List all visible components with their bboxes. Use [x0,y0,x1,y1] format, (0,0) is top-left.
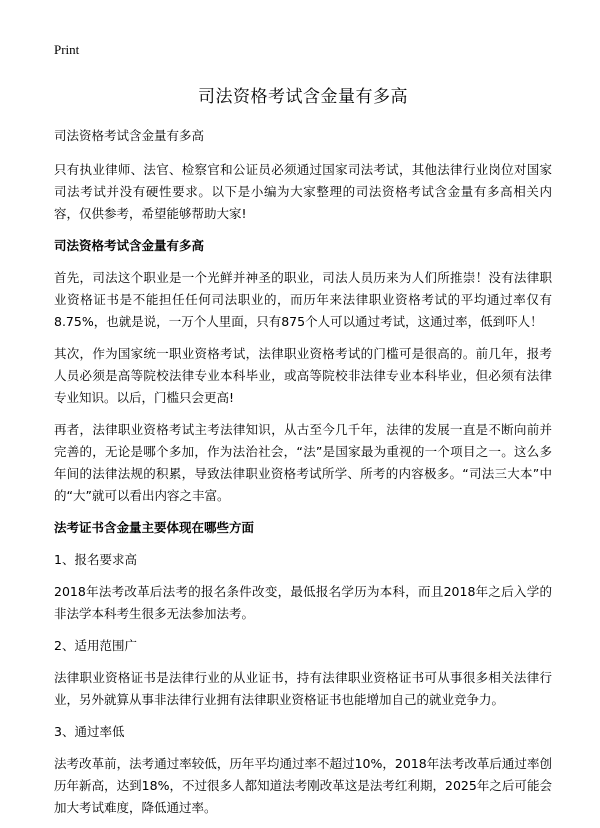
body-paragraph: 首先，司法这个职业是一个光鲜并神圣的职业，司法人员历来为人们所推崇！没有法律职业资格证书是不能担任任何司法职业的，而历年来法律职业资格考试的平均通过率仅有8.75%，也就是说，一万个人里面，只有875个人可以通过考试，这通过率，低到吓人！ [54,270,552,329]
item-heading: 3、通过率低 [54,724,125,739]
body-paragraph: 其次，作为国家统一职业资格考试，法律职业资格考试的门槛可是很高的。前几年，报考人员必须是高等院校法律专业本科毕业，或高等院校非法律专业本科毕业，但必须有法律专业知识。以后，门槛只会更高! [54,346,552,405]
intro-paragraph: 只有执业律师、法官、检察官和公证员必须通过国家司法考试，其他法律行业岗位对国家司法考试并没有硬性要求。以下是小编为大家整理的司法资格考试含金量有多高相关内容，仅供参考，希望能够帮助大家! [54,162,552,221]
page-title: 司法资格考试含金量有多高 [198,87,408,107]
section-heading-2: 法考证书含金量主要体现在哪些方面 [54,520,255,535]
body-paragraph: 再者，法律职业资格考试主考法律知识，从古至今几千年，法律的发展一直是不断向前并完善的，无论是哪个多加，作为法治社会，“法”是国家最为重视的一个项目之一。这么多年间的法律法规的积累，导致法律职业资格考试所学、所考的内容极多。“司法三大本”中的“大”就可以看出内容之丰富。 [54,422,552,503]
item-heading: 1、报名要求高 [54,552,137,567]
item-text: 法律职业资格证书是法律行业的从业证书，持有法律职业资格证书可从事很多相关法律行业，另外就算从事非法律行业拥有法律职业资格证书也能增加自己的就业竞争力。 [54,670,552,707]
print-link[interactable]: Print [54,42,80,57]
item-text: 法考改革前，法考通过率较低，历年平均通过率不超过10%，2018年法考改革后通过率创历年新高，达到18%，不过很多人都知道法考刚改革这是法考红利期，2025年之后可能会加大考试难度，降低通过率。 [54,756,552,815]
item-heading: 2、适用范围广 [54,638,137,653]
item-text: 2018年法考改革后法考的报名条件改变，最低报名学历为本科，而且2018年之后入学的非法学本科考生很多无法参加法考。 [54,584,552,621]
article-subtitle: 司法资格考试含金量有多高 [54,128,205,143]
section-heading-1: 司法资格考试含金量有多高 [54,238,205,253]
